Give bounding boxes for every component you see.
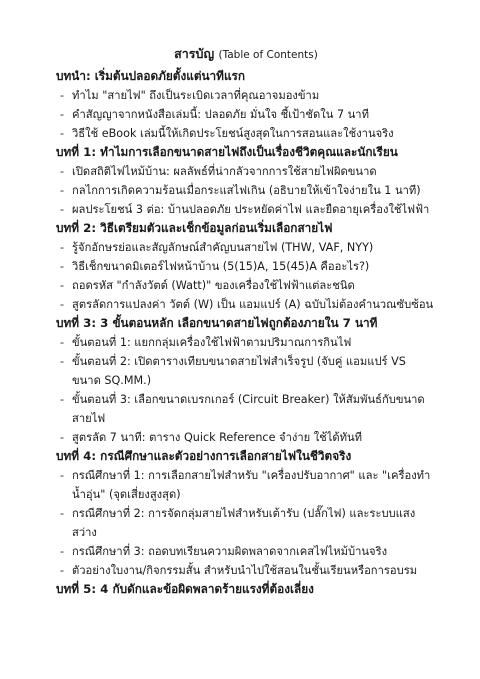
toc-chapter — [58, 67, 434, 143]
chapter-heading: บทที่ 1: ทำไมการเลือกขนาดสายไฟถึงเป็นเรื่องชีวิตคุณและนักเรียน — [56, 145, 398, 159]
toc-item: - เปิดสถิติไฟไหม้บ้าน: ผลลัพธ์ที่น่ากลัวจากการใช้สายไฟผิดขนาด — [58, 162, 434, 181]
toc-item: - วิธีใช้ eBook เล่มนี้ให้เกิดประโยชน์สูงสุดในการสอนและใช้งานจริง — [58, 124, 434, 143]
chapter-item-list — [58, 238, 434, 314]
toc-chapter — [58, 447, 434, 580]
toc-item: - ขั้นตอนที่ 2: เปิดตารางเทียบขนาดสายไฟสำเร็จรูป (จับคู่ แอมแปร์ VS ขนาด SQ.MM.) — [58, 352, 434, 390]
toc-item: - ทำไม "สายไฟ" ถึงเป็นระเบิดเวลาที่คุณอาจมองข้าม — [58, 86, 434, 105]
toc-title — [58, 44, 434, 65]
chapter-heading: บทที่ 5: 4 กับดักและข้อผิดพลาดร้ายแรงที่ต้องเลี่ยง — [56, 582, 314, 596]
toc-item: - ขั้นตอนที่ 3: เลือกขนาดเบรกเกอร์ (Circuit Breaker) ให้สัมพันธ์กับขนาดสายไฟ — [58, 390, 434, 428]
toc-item: - กรณีศึกษาที่ 2: การจัดกลุ่มสายไฟสำหรับเต้ารับ (ปลั๊กไฟ) และระบบแสงสว่าง — [58, 504, 434, 542]
chapter-heading: บทนำ: เริ่มต้นปลอดภัยตั้งแต่นาทีแรก — [56, 69, 246, 83]
chapter-heading: บทที่ 4: กรณีศึกษาและตัวอย่างการเลือกสายไฟในชีวิตจริง — [56, 449, 352, 463]
toc-title-english: (Table of Contents) — [218, 49, 318, 61]
toc-item: - คำสัญญาจากหนังสือเล่มนี้: ปลอดภัย มั่นใจ ชี้เป้าชัดใน 7 นาที — [58, 105, 434, 124]
toc-chapter — [58, 580, 434, 599]
toc-chapter — [58, 143, 434, 219]
toc-chapter — [58, 314, 434, 447]
toc-item: - ตัวอย่างใบงาน/กิจกรรมสั้น สำหรับนำไปใช้สอนในชั้นเรียนหรือการอบรม — [58, 561, 434, 580]
toc-item: - ผลประโยชน์ 3 ต่อ: บ้านปลอดภัย ประหยัดค่าไฟ และยืดอายุเครื่องใช้ไฟฟ้า — [58, 200, 434, 219]
chapter-item-list — [58, 86, 434, 143]
chapter-item-list — [58, 333, 434, 447]
toc-item: - ขั้นตอนที่ 1: แยกกลุ่มเครื่องใช้ไฟฟ้าตามปริมาณการกินไฟ — [58, 333, 434, 352]
toc-item: - รู้จักอักษรย่อและสัญลักษณ์สำคัญบนสายไฟ (THW, VAF, NYY) — [58, 238, 434, 257]
toc-item: - กลไกการเกิดความร้อนเมื่อกระแสไฟเกิน (อธิบายให้เข้าใจง่ายใน 1 นาที) — [58, 181, 434, 200]
toc-title-thai: สารบัญ — [174, 46, 215, 61]
toc-item: - ถอดรหัส "กำลังวัตต์ (Watt)" ของเครื่องใช้ไฟฟ้าแต่ละชนิด — [58, 276, 434, 295]
chapter-heading: บทที่ 3: 3 ขั้นตอนหลัก เลือกขนาดสายไฟถูกต้องภายใน 7 นาที — [56, 316, 378, 330]
toc-chapter — [58, 219, 434, 314]
chapter-heading: บทที่ 2: วิธีเตรียมตัวและเช็กข้อมูลก่อนเริ่มเลือกสายไฟ — [56, 221, 333, 235]
toc-list — [58, 67, 434, 599]
toc-item: - กรณีศึกษาที่ 1: การเลือกสายไฟสำหรับ "เครื่องปรับอากาศ" และ "เครื่องทำน้ำอุ่น" (จุดเสี่ยงสูงสุด) — [58, 466, 434, 504]
toc-item: - สูตรลัดการแปลงค่า วัตต์ (W) เป็น แอมแปร์ (A) ฉบับไม่ต้องคำนวณซับซ้อน — [58, 295, 434, 314]
chapter-item-list — [58, 162, 434, 219]
toc-item: - กรณีศึกษาที่ 3: ถอดบทเรียนความผิดพลาดจากเคสไฟไหม้บ้านจริง — [58, 542, 434, 561]
chapter-item-list — [58, 466, 434, 580]
toc-item: - สูตรลัด 7 นาที: ตาราง Quick Reference จำง่าย ใช้ได้ทันที — [58, 428, 434, 447]
toc-item: - วิธีเช็กขนาดมิเตอร์ไฟหน้าบ้าน (5(15)A, 15(45)A คืออะไร?) — [58, 257, 434, 276]
